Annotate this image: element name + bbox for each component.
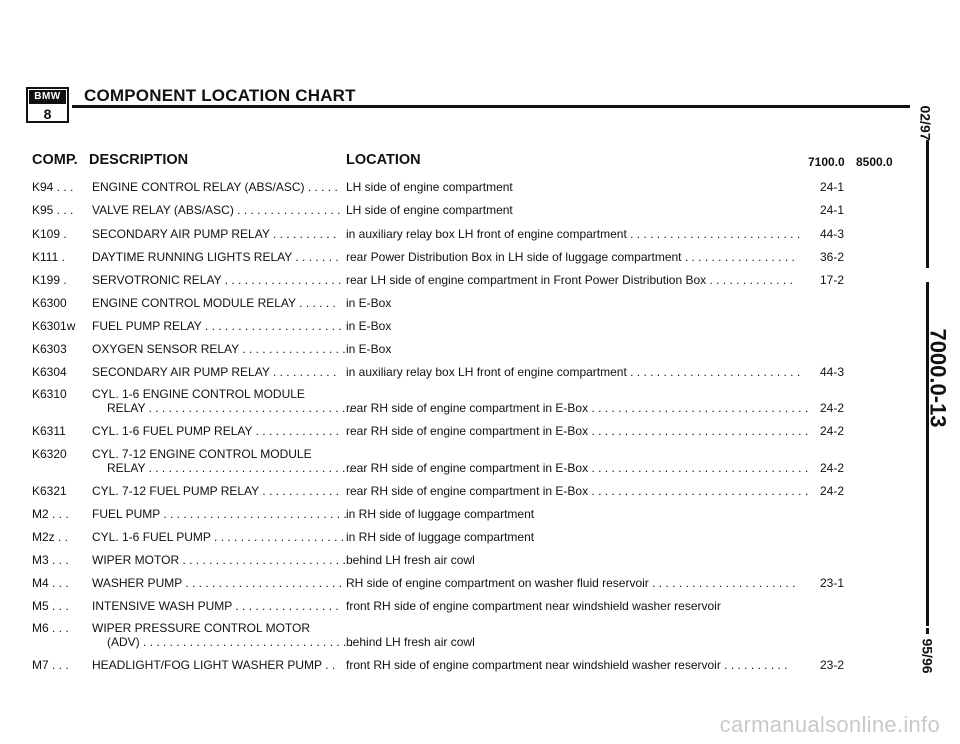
row-code: K6310 [32,387,67,401]
row-location: rear LH side of engine compartment in Front Power Distribution Box . . . . . . . . . . . . . [346,273,793,287]
side-rule-top [926,140,929,268]
table-row [0,342,960,358]
row-description: SERVOTRONIC RELAY . . . . . . . . . . . . . . . . . . [92,273,342,287]
row-code: M2z . . [32,530,69,544]
side-page-number: 7000.0-13 [925,328,951,428]
row-location: front RH side of engine compartment near windshield washer reservoir . . . . . . . . . . [346,658,788,672]
row-description: WASHER PUMP . . . . . . . . . . . . . . . . . . . . . . . . [92,576,343,590]
row-code: K109 . [32,227,67,241]
row-location: rear RH side of engine compartment in E-Box . . . . . . . . . . . . . . . . . . . . . . . . . . . . . . . . . [346,484,809,498]
row-location: in auxiliary relay box LH front of engine compartment . . . . . . . . . . . . . . . . . . . . . . . . . . [346,227,801,241]
table-row [0,658,960,674]
row-ref: 17-2 [819,273,845,287]
row-code: K94 . . . [32,180,74,194]
row-description: FUEL PUMP . . . . . . . . . . . . . . . . . . . . . . . . . . . . [92,507,347,521]
logo-brand: BMW [29,90,66,104]
table-row [0,424,960,440]
row-description: DAYTIME RUNNING LIGHTS RELAY . . . . . . . [92,250,339,264]
side-rule-bottom [926,628,929,634]
row-code: K6311 [32,424,66,438]
row-description: CYL. 1-6 FUEL PUMP RELAY . . . . . . . . . . . . . [92,424,339,438]
row-code: K6320 [32,447,67,461]
row-ref: 44-3 [819,365,845,379]
row-description: ENGINE CONTROL MODULE RELAY . . . . . . [92,296,336,310]
row-description-cont: RELAY . . . . . . . . . . . . . . . . . . . . . . . . . . . . . . . [107,401,352,415]
row-description: CYL. 7-12 ENGINE CONTROL MODULE [92,447,312,461]
row-location: rear RH side of engine compartment in E-Box . . . . . . . . . . . . . . . . . . . . . . . . . . . . . . . . . [346,461,809,475]
row-location: RH side of engine compartment on washer fluid reservoir . . . . . . . . . . . . . . . . . . . . . . [346,576,796,590]
row-location: rear Power Distribution Box in LH side of luggage compartment . . . . . . . . . . . . . . . . . [346,250,795,264]
row-ref: 36-2 [819,250,845,264]
row-ref: 24-2 [819,484,845,498]
col-ref-a: 7100.0 [808,155,845,169]
row-code: K111 . [32,250,65,264]
row-location: in RH side of luggage compartment [346,530,535,544]
row-location: in auxiliary relay box LH front of engine compartment . . . . . . . . . . . . . . . . . . . . . . . . . . [346,365,801,379]
table-row-continued [0,401,960,417]
row-description-cont: RELAY . . . . . . . . . . . . . . . . . . . . . . . . . . . . . . . [107,461,352,475]
row-code: M5 . . . [32,599,69,613]
row-description: CYL. 1-6 ENGINE CONTROL MODULE [92,387,305,401]
row-location: behind LH fresh air cowl [346,635,475,649]
row-location: rear RH side of engine compartment in E-Box . . . . . . . . . . . . . . . . . . . . . . . . . . . . . . . . . [346,401,809,415]
row-description: WIPER MOTOR . . . . . . . . . . . . . . . . . . . . . . . . . [92,553,346,567]
row-ref: 23-1 [819,576,845,590]
col-description: DESCRIPTION [89,152,189,168]
row-description: CYL. 1-6 FUEL PUMP . . . . . . . . . . . . . . . . . . . . [92,530,345,544]
row-ref: 24-2 [819,461,845,475]
row-location: in RH side of luggage compartment [346,507,535,521]
row-description-cont: (ADV) . . . . . . . . . . . . . . . . . . . . . . . . . . . . . . . . [107,635,354,649]
table-row [0,180,960,196]
row-code: M4 . . . [32,576,69,590]
row-code: K95 . . . [32,203,74,217]
table-row [0,273,960,289]
row-code: K6321 [32,484,67,498]
row-description: WIPER PRESSURE CONTROL MOTOR [92,621,311,635]
row-code: M6 . . . [32,621,69,635]
row-description: INTENSIVE WASH PUMP . . . . . . . . . . . . . . . . [92,599,339,613]
table-row [0,250,960,266]
table-row [0,576,960,592]
row-code: M3 . . . [32,553,69,567]
col-comp: COMP. [32,152,78,168]
row-code: K6303 [32,342,67,356]
row-ref: 44-3 [819,227,845,241]
row-code: K199 . [32,273,67,287]
row-location: in E-Box [346,342,392,356]
bmw-logo [26,87,69,123]
table-row-continued [0,461,960,477]
side-rule-mid-lower [926,466,929,626]
row-code: M7 . . . [32,658,69,672]
row-description: OXYGEN SENSOR RELAY . . . . . . . . . . . . . . . . [92,342,346,356]
row-location: in E-Box [346,296,392,310]
row-code: K6300 [32,296,67,310]
row-location: LH side of engine compartment [346,203,513,217]
row-ref: 24-1 [819,203,845,217]
table-row [0,553,960,569]
row-description: VALVE RELAY (ABS/ASC) . . . . . . . . . . . . . . . . [92,203,341,217]
col-location: LOCATION [346,152,421,168]
side-model-year: 95/96 [919,638,936,674]
table-row [0,319,960,335]
watermark: carmanualsonline.info [719,712,940,737]
table-row [0,530,960,546]
row-ref: 24-1 [819,180,845,194]
row-code: M2 . . . [32,507,69,521]
table-row [0,484,960,500]
row-ref: 24-2 [819,424,845,438]
row-description: SECONDARY AIR PUMP RELAY . . . . . . . . . . [92,365,337,379]
row-code: K6304 [32,365,67,379]
row-description: FUEL PUMP RELAY . . . . . . . . . . . . . . . . . . . . . [92,319,342,333]
table-row-continued [0,635,960,651]
row-description: ENGINE CONTROL RELAY (ABS/ASC) . . . . . [92,180,338,194]
row-description: SECONDARY AIR PUMP RELAY . . . . . . . . . . [92,227,337,241]
row-ref: 23-2 [819,658,845,672]
row-location: in E-Box [346,319,392,333]
table-row [0,296,960,312]
page-title: COMPONENT LOCATION CHART [84,86,356,105]
side-date: 02/97 [917,105,934,141]
row-location: front RH side of engine compartment near windshield washer reservoir [346,599,721,613]
row-location: LH side of engine compartment [346,180,513,194]
row-code: K6301w [32,319,76,333]
table-row [0,599,960,615]
row-location: rear RH side of engine compartment in E-Box . . . . . . . . . . . . . . . . . . . . . . . . . . . . . . . . . [346,424,809,438]
table-row [0,203,960,219]
header-rule [72,105,910,108]
row-description: CYL. 7-12 FUEL PUMP RELAY . . . . . . . . . . . . [92,484,339,498]
table-row [0,507,960,523]
row-location: behind LH fresh air cowl [346,553,475,567]
row-description: HEADLIGHT/FOG LIGHT WASHER PUMP . . [92,658,336,672]
col-ref-b: 8500.0 [856,155,893,169]
table-row [0,227,960,243]
logo-series: 8 [43,106,52,122]
table-row [0,365,960,381]
row-ref: 24-2 [819,401,845,415]
